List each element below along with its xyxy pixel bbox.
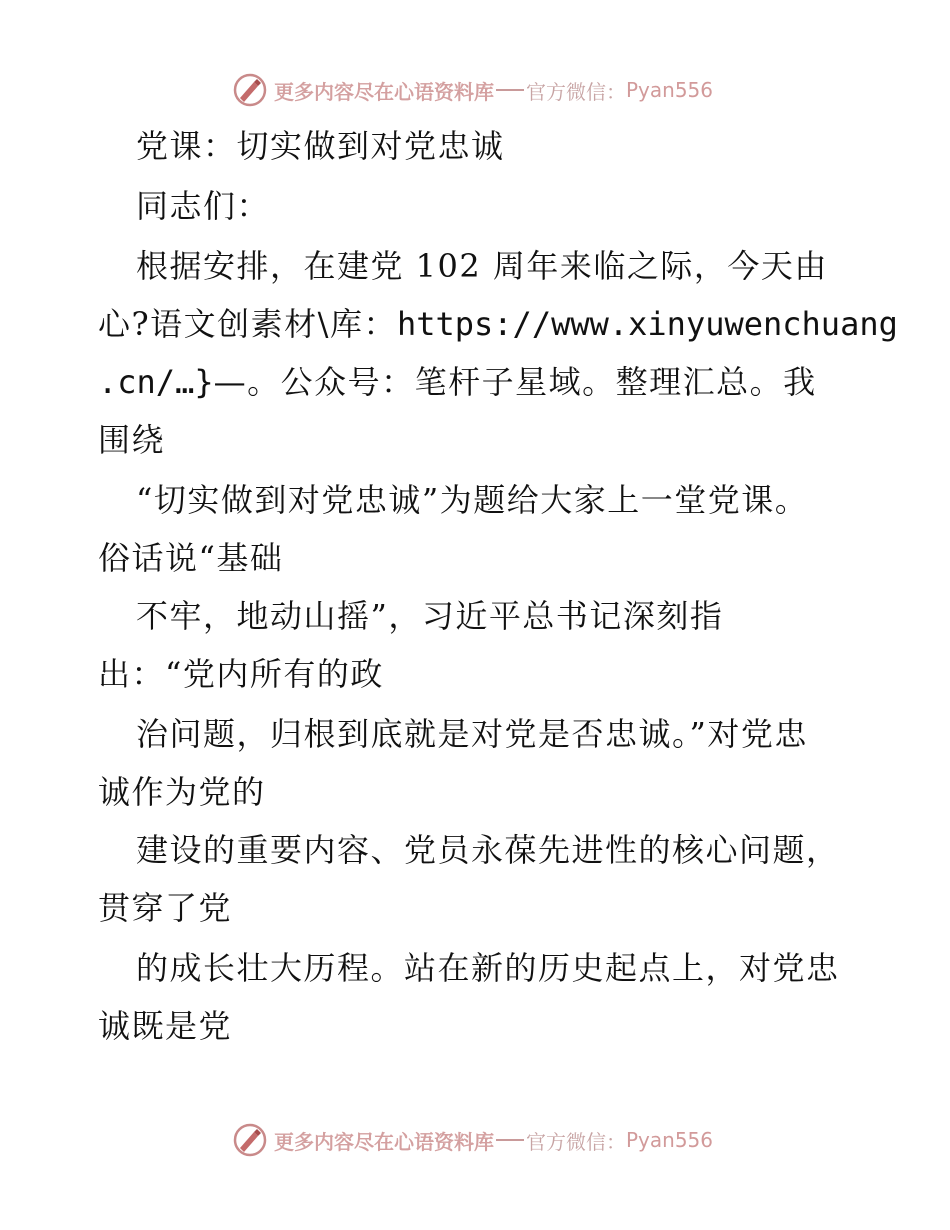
source-note: —。公众号：笔杆子星域。整理汇总。我 xyxy=(213,363,817,401)
source-label: 心?语文创素材\库： xyxy=(98,305,397,343)
greeting: 同志们： xyxy=(136,187,271,225)
source-url: https://www.xinyuwenchuang xyxy=(396,305,898,343)
watermark-official-text: 官方微信： xyxy=(526,1129,626,1154)
paragraph-line xyxy=(98,362,817,402)
paragraph-line: 建设的重要内容、党员永葆先进性的核心问题， xyxy=(136,831,840,869)
paragraph-line: 不牢，地动山摇”，习近平总书记深刻指 xyxy=(136,597,724,635)
watermark-id: Pyan556 xyxy=(626,1128,714,1152)
watermark-id: Pyan556 xyxy=(626,78,714,102)
watermark-dash xyxy=(496,89,524,91)
paragraph-line: 治问题，归根到底就是对党是否忠诚。”对党忠 xyxy=(136,715,808,753)
paragraph-line: 围绕 xyxy=(98,421,166,459)
header-watermark xyxy=(232,70,713,110)
watermark-main-text: 更多内容尽在心语资料库 xyxy=(274,1129,494,1154)
paragraph-line: 诚既是党 xyxy=(98,1007,233,1045)
footer-watermark xyxy=(232,1120,713,1160)
pen-logo-icon xyxy=(232,72,268,108)
paragraph-line: 根据安排，在建党 102 周年来临之际，今天由 xyxy=(136,247,828,285)
source-url-end: .cn/…} xyxy=(98,363,214,401)
paragraph-line: 俗话说“基础 xyxy=(98,539,284,577)
paragraph-line: 出：“党内所有的政 xyxy=(98,655,384,693)
watermark-main-text: 更多内容尽在心语资料库 xyxy=(274,79,494,104)
watermark-official-text: 官方微信： xyxy=(526,79,626,104)
paragraph-line: 诚作为党的 xyxy=(98,773,266,811)
paragraph-line: 贯穿了党 xyxy=(98,889,233,927)
pen-logo-icon xyxy=(232,1122,268,1158)
document-title: 党课：切实做到对党忠诚 xyxy=(136,127,505,165)
paragraph-line: “切实做到对党忠诚”为题给大家上一堂党课。 xyxy=(136,481,809,519)
watermark-dash xyxy=(496,1139,524,1141)
paragraph-line xyxy=(98,304,898,344)
paragraph-line: 的成长壮大历程。站在新的历史起点上，对党忠 xyxy=(136,949,840,987)
